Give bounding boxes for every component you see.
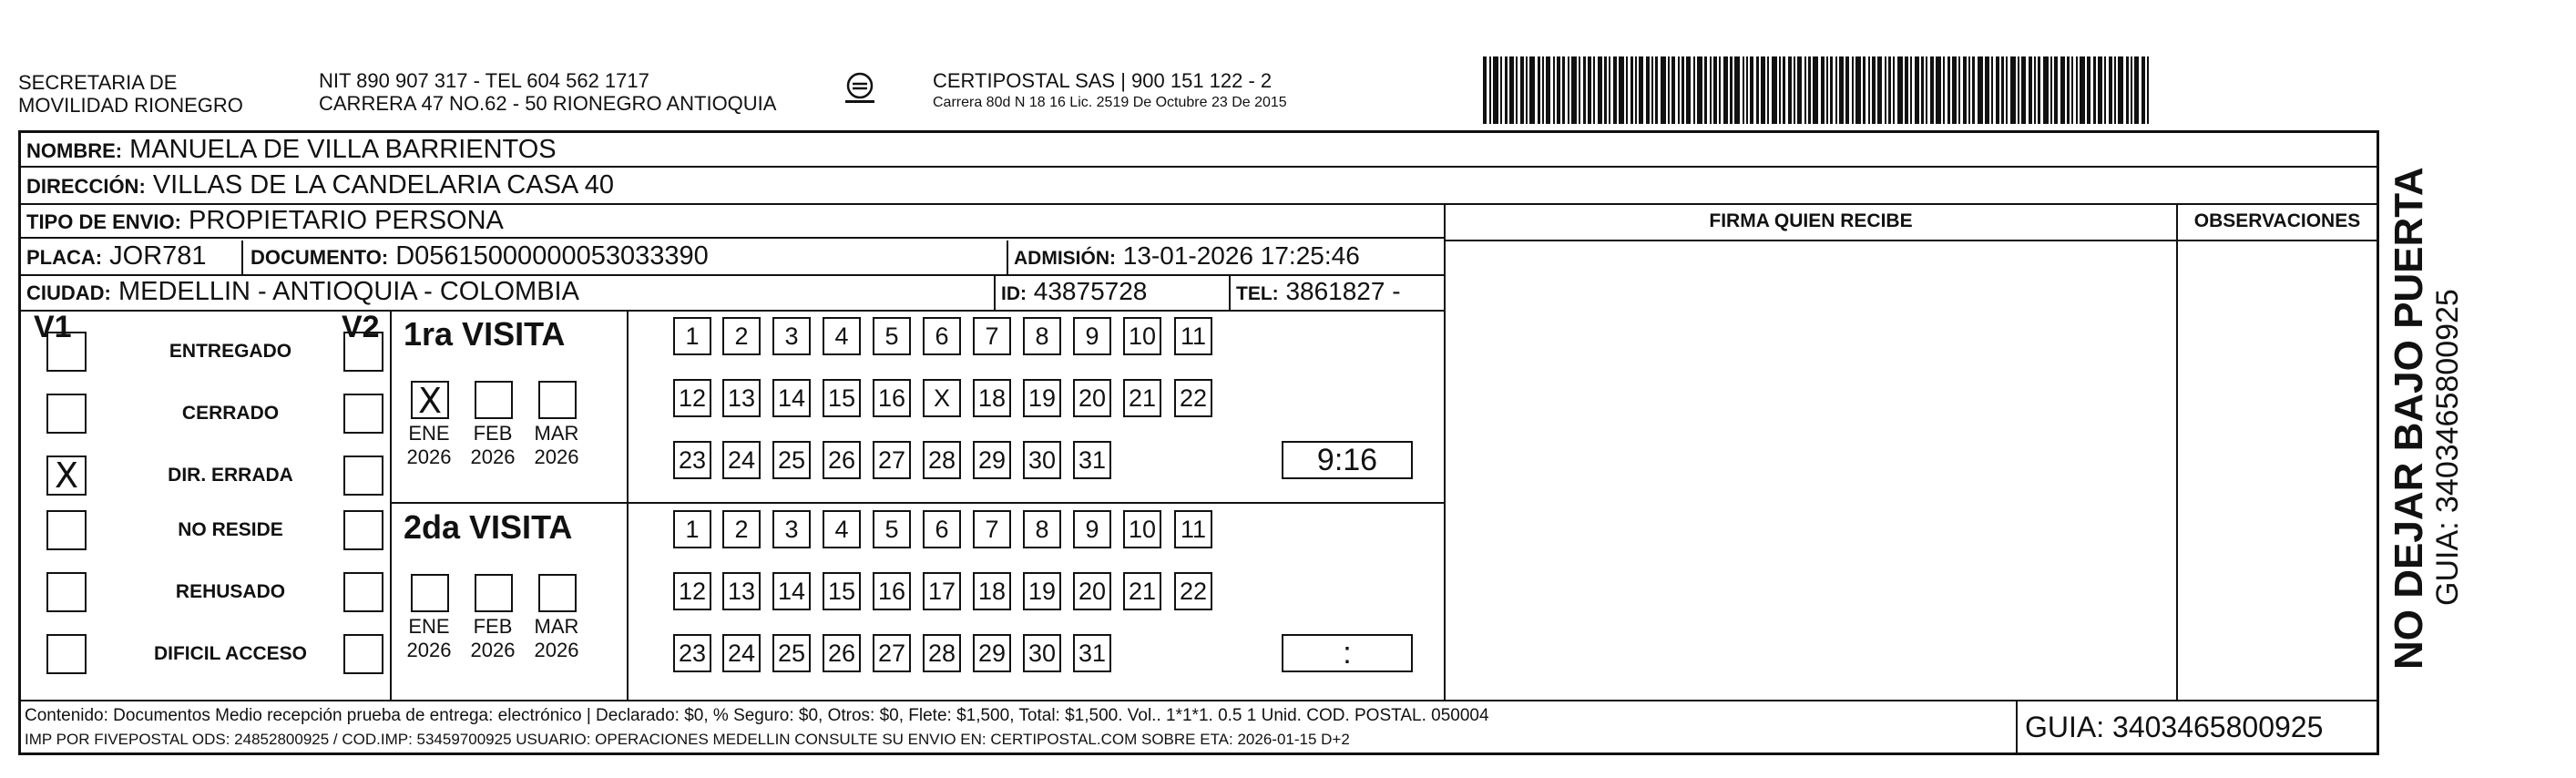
month-checkbox[interactable] — [475, 574, 513, 612]
barcode-bar — [2087, 56, 2090, 124]
barcode-bar — [1972, 56, 1975, 124]
barcode-bar — [1668, 56, 1670, 124]
month-year: 2026 — [470, 639, 516, 661]
barcode-bar — [1526, 56, 1528, 124]
barcode-bar — [2076, 56, 2078, 124]
barcode-bar — [1835, 56, 1837, 124]
day-checkbox[interactable]: 8 — [1023, 510, 1061, 548]
v2-header: V2 — [342, 310, 380, 344]
barcode-bar — [1794, 56, 1795, 124]
org-line1: SECRETARIA DE — [18, 71, 178, 94]
barcode-bar — [1671, 56, 1675, 124]
day-checkbox[interactable]: 19 — [1023, 379, 1061, 417]
day-checkbox[interactable]: 12 — [673, 379, 711, 417]
barcode-bar — [1639, 56, 1643, 124]
cell-divider — [241, 241, 243, 275]
barcode-bar — [1682, 56, 1684, 124]
direccion-label: DIRECCIÓN: — [26, 175, 146, 198]
barcode-bar — [1978, 56, 1983, 124]
barcode-bar — [1553, 56, 1555, 124]
barcode-bar — [1813, 56, 1818, 124]
cell-divider — [2016, 700, 2018, 752]
check-mark: X — [417, 381, 443, 421]
barcode-bar — [1678, 56, 1680, 124]
day-checkbox[interactable]: 29 — [973, 441, 1011, 479]
barcode-bar — [1704, 56, 1707, 124]
barcode-bar — [1921, 56, 1924, 124]
day-checkbox[interactable]: 16 — [873, 572, 911, 610]
day-checkbox[interactable]: 1 — [673, 510, 711, 548]
barcode-bar — [1613, 56, 1617, 124]
barcode-bar — [1568, 56, 1569, 124]
day-checkbox[interactable]: 26 — [823, 634, 861, 672]
barcode-bar — [1593, 56, 1595, 124]
day-checkbox[interactable]: 19 — [1023, 572, 1061, 610]
barcode-bar — [2126, 56, 2129, 124]
barcode-bar — [1756, 56, 1759, 124]
day-checkbox[interactable]: 25 — [772, 634, 811, 672]
day-checkbox[interactable]: 20 — [1073, 572, 1111, 610]
barcode-bar — [1557, 56, 1560, 124]
day-checkbox[interactable]: 3 — [772, 317, 811, 355]
barcode — [1483, 56, 2203, 124]
barcode-bar — [1579, 56, 1580, 124]
barcode-bar — [2034, 56, 2036, 124]
day-checkbox[interactable]: 31 — [1073, 441, 1111, 479]
day-checkbox[interactable]: 28 — [923, 441, 961, 479]
month-year: 2026 — [406, 639, 452, 661]
barcode-bar — [1626, 56, 1628, 124]
barcode-bar — [2010, 56, 2016, 124]
barcode-bar — [1646, 56, 1650, 124]
barcode-bar — [1693, 56, 1695, 124]
day-checkbox[interactable]: 3 — [772, 510, 811, 548]
v1-header: V1 — [34, 310, 72, 344]
month-year: 2026 — [534, 639, 579, 661]
placa-field — [26, 241, 207, 273]
day-checkbox[interactable]: 5 — [873, 317, 911, 355]
barcode-bar — [1863, 56, 1866, 124]
barcode-bar — [2071, 56, 2073, 124]
barcode-bar — [1571, 56, 1577, 124]
barcode-bar — [1868, 56, 1870, 124]
month-name: FEB — [473, 422, 513, 445]
status-label: CERRADO — [181, 403, 280, 424]
day-checkbox[interactable]: 28 — [923, 634, 961, 672]
barcode-bar — [1651, 56, 1653, 124]
barcode-bar — [1804, 56, 1806, 124]
month-checkbox[interactable] — [538, 574, 577, 612]
status-label: DIFICIL ACCESO — [153, 643, 307, 664]
barcode-bar — [2114, 56, 2116, 124]
month-name: ENE — [408, 615, 450, 638]
day-checkbox[interactable]: 9 — [1073, 510, 1111, 548]
barcode-bar — [1761, 56, 1765, 124]
v1-checkbox[interactable] — [46, 572, 87, 612]
day-checkbox[interactable]: 13 — [722, 379, 761, 417]
certipostal-logo-icon — [840, 67, 880, 107]
barcode-bar — [2018, 56, 2019, 124]
address-line: CARRERA 47 NO.62 - 50 RIONEGRO ANTIOQUIA — [319, 92, 777, 115]
day-checkbox[interactable]: 24 — [722, 634, 761, 672]
barcode-bar — [2134, 56, 2139, 124]
admision-label: ADMISIÓN: — [1014, 248, 1116, 269]
day-checkbox[interactable]: 12 — [673, 572, 711, 610]
barcode-bar — [2029, 56, 2032, 124]
day-checkbox[interactable]: 23 — [673, 441, 711, 479]
barcode-bar — [1500, 56, 1502, 124]
month-name: FEB — [473, 615, 513, 638]
barcode-bar — [2142, 56, 2145, 124]
day-checkbox[interactable]: 21 — [1123, 379, 1161, 417]
day-checkbox[interactable]: 11 — [1174, 317, 1212, 355]
barcode-bar — [1845, 56, 1849, 124]
barcode-bar — [1661, 56, 1666, 124]
barcode-bar — [1583, 56, 1586, 124]
license-line: Carrera 80d N 18 16 Lic. 2519 De Octubre 23 De 2015 — [933, 95, 1287, 110]
barcode-bar — [2054, 56, 2058, 124]
month-name: ENE — [408, 422, 450, 445]
day-checkbox[interactable]: 6 — [923, 510, 961, 548]
barcode-bar — [1767, 56, 1769, 124]
footer-guia: GUIA: 3403465800925 — [2025, 711, 2324, 743]
day-checkbox[interactable]: 23 — [673, 634, 711, 672]
barcode-bar — [1710, 56, 1712, 124]
day-checkbox[interactable]: 10 — [1123, 317, 1161, 355]
admision-field — [1014, 241, 1360, 274]
v1-checkbox[interactable] — [46, 634, 87, 674]
barcode-bar — [1991, 56, 1993, 124]
barcode-bar — [1821, 56, 1825, 124]
cell-divider — [1007, 241, 1008, 275]
id-label: ID: — [1001, 283, 1027, 304]
status-label: ENTREGADO — [169, 341, 292, 362]
barcode-bar — [2104, 56, 2106, 124]
documento-field — [250, 241, 709, 273]
barcode-bar — [1783, 56, 1785, 124]
tipo-envio-field — [26, 205, 504, 238]
visit-time[interactable]: : — [1282, 634, 1413, 672]
day-checkbox[interactable]: 14 — [772, 572, 811, 610]
org-name — [18, 71, 243, 117]
day-checkbox[interactable]: 30 — [1023, 634, 1061, 672]
visit-time[interactable]: 9:16 — [1282, 441, 1413, 479]
check-mark: X — [54, 456, 79, 496]
month-year: 2026 — [406, 445, 452, 468]
tipo-envio-value: PROPIETARIO PERSONA — [188, 206, 504, 235]
row-divider — [1444, 240, 2377, 241]
barcode-bar — [1489, 56, 1491, 124]
barcode-bar — [1958, 56, 1960, 124]
v2-checkbox[interactable] — [343, 510, 383, 550]
barcode-bar — [2043, 56, 2049, 124]
barcode-bar — [2080, 56, 2085, 124]
barcode-bar — [1968, 56, 1970, 124]
day-checkbox[interactable]: 21 — [1123, 572, 1161, 610]
barcode-bar — [2067, 56, 2070, 124]
day-checkbox[interactable]: 6 — [923, 317, 961, 355]
documento-label: DOCUMENTO: — [250, 246, 389, 269]
barcode-bar — [1562, 56, 1565, 124]
barcode-bar — [2098, 56, 2102, 124]
month-checkbox[interactable] — [475, 381, 513, 419]
v1-checkbox[interactable] — [46, 332, 87, 372]
barcode-bar — [1897, 56, 1903, 124]
barcode-bar — [1926, 56, 1927, 124]
org-line2: MOVILIDAD RIONEGRO — [18, 94, 243, 117]
barcode-bar — [1996, 56, 1999, 124]
visit-title: 2da VISITA — [404, 508, 573, 546]
barcode-bar — [1750, 56, 1753, 124]
day-checkbox[interactable]: 5 — [873, 510, 911, 548]
barcode-bar — [1779, 56, 1781, 124]
observaciones-area[interactable] — [2180, 242, 2375, 698]
barcode-bar — [1877, 56, 1882, 124]
day-checkbox[interactable]: X — [923, 379, 961, 417]
day-checkbox[interactable]: 25 — [772, 441, 811, 479]
tel-value: 3861827 - — [1285, 277, 1401, 305]
barcode-bar — [2060, 56, 2065, 124]
month-checkbox[interactable] — [411, 574, 449, 612]
ciudad-value: MEDELLIN - ANTIOQUIA - COLOMBIA — [118, 277, 579, 306]
v2-checkbox[interactable] — [343, 634, 383, 674]
day-checkbox[interactable]: 22 — [1174, 572, 1212, 610]
barcode-bar — [1797, 56, 1802, 124]
day-checkbox[interactable]: 18 — [973, 572, 1011, 610]
barcode-bar — [1893, 56, 1895, 124]
day-checkbox[interactable]: 9 — [1073, 317, 1111, 355]
cell-divider — [627, 310, 629, 700]
barcode-bar — [1885, 56, 1886, 124]
barcode-bar — [2050, 56, 2052, 124]
company-info — [933, 69, 1287, 112]
barcode-bar — [1719, 56, 1721, 124]
v1-checkbox[interactable] — [46, 394, 87, 434]
status-label: REHUSADO — [175, 581, 286, 602]
barcode-bar — [1952, 56, 1957, 124]
day-checkbox[interactable]: 16 — [873, 379, 911, 417]
day-checkbox[interactable]: 13 — [722, 572, 761, 610]
id-field — [1001, 276, 1147, 310]
day-checkbox[interactable]: 15 — [823, 572, 861, 610]
month-name: MAR — [534, 422, 579, 445]
barcode-bar — [1493, 56, 1498, 124]
barcode-bar — [1588, 56, 1591, 124]
org-contact — [319, 69, 776, 115]
barcode-bar — [1483, 56, 1487, 124]
barcode-bar — [1655, 56, 1658, 124]
day-checkbox[interactable]: 10 — [1123, 510, 1161, 548]
documento-value: D05615000000053033390 — [395, 241, 709, 271]
delivery-form — [18, 130, 2379, 755]
col-divider — [1444, 203, 1446, 700]
day-checkbox[interactable]: 4 — [823, 317, 861, 355]
id-value: 43875728 — [1033, 277, 1148, 305]
barcode-bar — [1686, 56, 1691, 124]
barcode-bar — [1855, 56, 1861, 124]
day-checkbox[interactable]: 14 — [772, 379, 811, 417]
day-checkbox[interactable]: 2 — [722, 510, 761, 548]
barcode-bar — [2006, 56, 2008, 124]
ciudad-label: CIUDAD: — [26, 282, 111, 304]
day-checkbox[interactable]: 22 — [1174, 379, 1212, 417]
day-checkbox[interactable]: 29 — [973, 634, 1011, 672]
barcode-bar — [1509, 56, 1514, 124]
col-divider — [2176, 203, 2178, 700]
barcode-bar — [2001, 56, 2004, 124]
day-checkbox[interactable]: 24 — [722, 441, 761, 479]
barcode-bar — [1542, 56, 1544, 124]
day-checkbox[interactable]: 31 — [1073, 634, 1111, 672]
month-checkbox[interactable] — [411, 381, 449, 419]
month-checkbox[interactable] — [538, 381, 577, 419]
barcode-bar — [1963, 56, 1967, 124]
barcode-bar — [2147, 56, 2149, 124]
tel-label: TEL: — [1236, 283, 1279, 304]
barcode-bar — [1936, 56, 1941, 124]
month-year: 2026 — [470, 445, 516, 468]
side-notice: NO DEJAR BAJO PUERTA — [2387, 167, 2431, 670]
barcode-bar — [1743, 56, 1744, 124]
company-line: CERTIPOSTAL SAS | 900 151 122 - 2 — [933, 69, 1273, 92]
v1-checkbox[interactable] — [46, 510, 87, 550]
barcode-bar — [1520, 56, 1524, 124]
nombre-field — [26, 134, 557, 167]
barcode-bar — [1734, 56, 1740, 124]
barcode-bar — [1619, 56, 1624, 124]
barcode-bar — [1529, 56, 1535, 124]
nit-line: NIT 890 907 317 - TEL 604 562 1717 — [319, 69, 649, 92]
barcode-bar — [1697, 56, 1702, 124]
month-year: 2026 — [534, 445, 579, 468]
day-checkbox[interactable]: 2 — [722, 317, 761, 355]
day-checkbox[interactable]: 11 — [1174, 510, 1212, 548]
v2-checkbox[interactable] — [343, 572, 383, 612]
barcode-bar — [1604, 56, 1607, 124]
barcode-bar — [1630, 56, 1633, 124]
cell-divider — [994, 275, 996, 310]
tipo-envio-label: TIPO DE ENVIO: — [26, 210, 181, 233]
barcode-bar — [1730, 56, 1733, 124]
ciudad-field — [26, 276, 579, 309]
day-checkbox[interactable]: 27 — [873, 634, 911, 672]
day-checkbox[interactable]: 27 — [873, 441, 911, 479]
observaciones-header: OBSERVACIONES — [2193, 210, 2361, 231]
barcode-bar — [1826, 56, 1828, 124]
day-checkbox[interactable]: 4 — [823, 510, 861, 548]
barcode-bar — [1746, 56, 1748, 124]
month-name: MAR — [534, 615, 579, 638]
cell-divider — [1229, 275, 1231, 310]
day-checkbox[interactable]: 30 — [1023, 441, 1061, 479]
day-checkbox[interactable]: 18 — [973, 379, 1011, 417]
barcode-bar — [1772, 56, 1777, 124]
signature-area[interactable] — [1447, 242, 2174, 698]
barcode-bar — [1888, 56, 1891, 124]
barcode-bar — [1872, 56, 1876, 124]
barcode-bar — [1635, 56, 1637, 124]
barcode-bar — [1516, 56, 1518, 124]
barcode-bar — [2109, 56, 2112, 124]
day-checkbox[interactable]: 1 — [673, 317, 711, 355]
placa-value: JOR781 — [109, 241, 207, 271]
barcode-bar — [1905, 56, 1908, 124]
barcode-bar — [2131, 56, 2132, 124]
side-guia: GUIA: 3403465800925 — [2430, 289, 2465, 606]
v1-checkbox[interactable] — [46, 456, 87, 496]
barcode-bar — [1839, 56, 1844, 124]
direccion-field — [26, 169, 614, 202]
barcode-bar — [1985, 56, 1989, 124]
barcode-bar — [1947, 56, 1950, 124]
barcode-bar — [1808, 56, 1811, 124]
day-checkbox[interactable]: 7 — [973, 510, 1011, 548]
v2-checkbox[interactable] — [343, 394, 383, 434]
nombre-value: MANUELA DE VILLA BARRIENTOS — [129, 135, 557, 164]
barcode-bar — [1930, 56, 1934, 124]
barcode-bar — [1910, 56, 1912, 124]
nombre-label: NOMBRE: — [26, 139, 123, 162]
tel-field — [1236, 276, 1401, 310]
barcode-bar — [1943, 56, 1945, 124]
barcode-bar — [1830, 56, 1833, 124]
row-divider — [21, 700, 2377, 701]
placa-label: PLACA: — [26, 246, 103, 269]
footer-imp: IMP POR FIVEPOSTAL ODS: 24852800925 / COD.IMP: 53459700925 USUARIO: OPERACIONES MEDELLIN CONSULTE SU ENVIO EN: CERTIPOSTAL.COM SOBRE ETA: 2026-01-15 D+2 — [25, 731, 1350, 748]
v2-checkbox[interactable] — [343, 332, 383, 372]
status-label: DIR. ERRADA — [168, 465, 293, 486]
day-checkbox[interactable]: 7 — [973, 317, 1011, 355]
visit-title: 1ra VISITA — [404, 315, 566, 353]
barcode-bar — [1505, 56, 1508, 124]
footer-contenido: Contenido: Documentos Medio recepción prueba de entrega: electrónico | Declarado: $0, % Seguro: $0, Otros: $0, Flete: $1,500, Total: $1,500. Vol.. 1*1*1. 0.5 1 Unid. COD. POSTAL. 050004 — [25, 706, 1489, 725]
barcode-bar — [1546, 56, 1550, 124]
barcode-bar — [1609, 56, 1610, 124]
barcode-bar — [1723, 56, 1728, 124]
barcode-bar — [1713, 56, 1717, 124]
barcode-bar — [2118, 56, 2123, 124]
direccion-value: VILLAS DE LA CANDELARIA CASA 40 — [152, 170, 614, 200]
day-checkbox[interactable]: 15 — [823, 379, 861, 417]
firma-header: FIRMA QUIEN RECIBE — [1709, 210, 1913, 231]
day-checkbox[interactable]: 20 — [1073, 379, 1111, 417]
visit-divider — [390, 502, 1444, 504]
barcode-bar — [2093, 56, 2096, 124]
day-checkbox[interactable]: 26 — [823, 441, 861, 479]
barcode-bar — [1852, 56, 1854, 124]
barcode-bar — [1598, 56, 1602, 124]
day-checkbox[interactable]: 8 — [1023, 317, 1061, 355]
barcode-bar — [2021, 56, 2026, 124]
v2-checkbox[interactable] — [343, 456, 383, 496]
barcode-bar — [1915, 56, 1919, 124]
barcode-bar — [2038, 56, 2040, 124]
row-divider — [21, 310, 1444, 312]
admision-value: 13-01-2026 17:25:46 — [1122, 241, 1360, 270]
day-checkbox[interactable]: 17 — [923, 572, 961, 610]
barcode-bar — [1538, 56, 1540, 124]
barcode-bar — [1788, 56, 1792, 124]
status-label: NO RESIDE — [178, 519, 283, 540]
cell-divider — [390, 310, 392, 700]
